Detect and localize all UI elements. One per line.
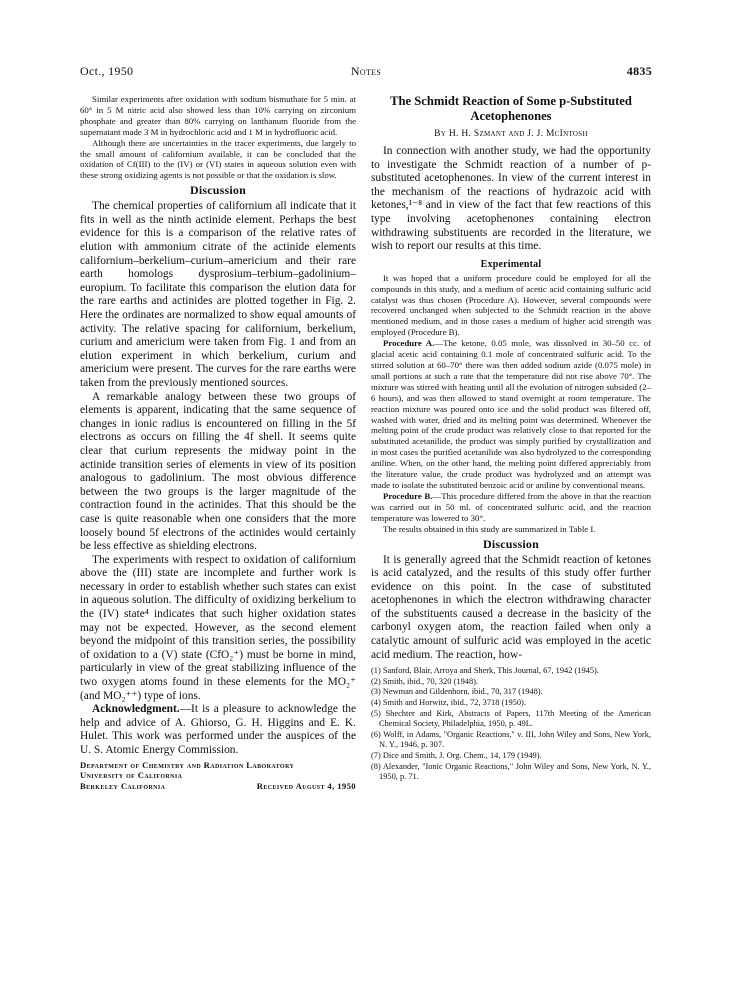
discussion-paragraph-right: It is generally agreed that the Schmidt reaction of ketones is acid catalyzed, and the results of this study offer further evidence on this point. In the case of substituted acetophenones in which the electron withdrawing character of the substituents caused a decrease in the basicity of the carbonyl oxygen atom, the reaction failed when only a catalytic amount of sulfuric acid was employed in the acetic acid medium. The reaction, how- [371,553,651,661]
reference-item: (7) Dice and Smith, J. Org. Chem., 14, 179 (1949). [371,751,542,760]
running-head [80,64,652,82]
references-list [371,666,651,783]
article-intro: In connection with another study, we had the opportunity to investigate the Schmidt reaction of a number of p-substituted acetophenones. In view of the current interest in the mechanism of the reactions of hydrazoic acid with ketones,¹⁻⁸ and in view of the fact that few reactions of this type involving acetophenones containing electron withdrawing substituents are recorded in the literature, we wish to report our results at this time. [371,145,651,253]
acknowledgment-text: —It is a pleasure to acknowledge the help and advice of A. Ghiorso, G. H. Higgins and E. K. Hulet. This work was performed under the auspices of the U. S. Atomic Energy Commission. [80,703,356,756]
discussion-paragraph-3: The experiments with respect to oxidation of californium above the (III) state are incomplete and further work is necessary in order to establish whether such states can exist in aqueous solution. The difficulty of oxidizing berkelium to the (IV) state⁴ indicates that such higher oxidation states may not be expected. However, as the second element beyond the midpoint of this transition series, the possibility of oxidation to a (V) state (CfO₂⁺) must be borne in mind, particularly in view of the great stabilizing influence of the two oxygen atoms found in these elements for the MO₂⁺ (and MO₂⁺⁺) type of ions. [80,553,356,702]
page-number: 4835 [626,64,652,78]
procedure-a-text: —The ketone, 0.05 mole, was dissolved in 30–50 cc. of glacial acetic acid containing 0.1 mole of concentrated sulfuric acid. To the stirred solution at 60–70° there was then added sodium azide (0.075 mole) in small portions at such a rate that the temperature did not rise above 70°. The mixture was stirred with heating until all the evolution of nitrogen subsided (2–6 hours), and was then allowed to stand overnight at room temperature. The reaction mixture was poured onto ice and the solid product was filtered off, washed with water, dried and its melting point was determined. Whenever the melting point of the crude product was relatively close to that reported for the substituted acetanilide, the product was simply purified by crystallization and in most cases the purified acetanilide was also hydrolyzed to the corresponding aniline. When, on the other hand, the melting point differed appreciably from the literature value, the crude product was hydrolyzed and an attempt was made to isolate the substituted benzoic acid or aniline by conventional means. [371,338,651,490]
experimental-heading: Experimental [480,258,542,270]
procedure-a-label: Procedure A. [383,338,435,349]
intro-paragraph-1: Similar experiments after oxidation with sodium bismuthate for 5 min. at 60° in 5 M nitric acid also showed less than 10% carrying on zirconium phosphate and greater than 80% carrying on lanthanum fluoride from the supernatant made 3 M in hydrochloric acid and 1 M in hydrofluoric acid. [80,94,356,137]
article-title: The Schmidt Reaction of Some p-Substituted Acetophenones [390,94,632,123]
results-paragraph: The results obtained in this study are summarized in Table I. [383,523,596,534]
discussion-paragraph-1: The chemical properties of californium all indicate that it fits in well as the ninth actinide element. Perhaps the best evidence for this is a comparison of the relative rates of elution with ammonium citrate of the actinide elements californium–berkelium–curium–americium and their rare earth homologs dysprosium–terbium–gadolinium–europium. To facilitate this comparison the elution data for the rare earths and actinides are plotted together in Fig. 2. Here the ordinates are normalized to show equal amounts of activity. The relative spacing for californium, berkelium, curium and americium were taken from Fig. 1 and from an elution experiment in which berkelium, curium and americium were present. The curves for the rare earths were taken from the previously mentioned sources. [80,200,356,389]
article-byline: By H. H. Szmant and J. J. McIntosh [434,129,588,139]
affiliation-university: University of California [80,770,183,781]
received-date: Received August 4, 1950 [256,781,356,792]
affiliation [80,760,356,792]
reference-item: (2) Smith, ibid., 70, 320 (1948). [371,676,479,686]
procedure-b-label: Procedure B. [383,490,433,501]
procedure-b-text: —This procedure differed from the above in that the reaction was carried out in 50 ml. of concentrated sulfuric acid, and the reaction temperature was lowered to 30°. [371,490,651,523]
intro-paragraph-2: Although there are uncertainties in the tracer experiments, due largely to the small amount of californium available, it can be concluded that the oxidation of Cf(III) to the (IV) or (VI) states in aqueous solution even with these strong oxidizing agents is not possible or that the oxidation is slow. [80,137,356,181]
discussion-paragraph-2: A remarkable analogy between these two groups of elements is apparent, indicating that the same sequence of changes in ionic radius is encountered on filling in the 5f electrons as occurs on filling the 4f shell. It seems quite clear that curium represents the midway point in the actinide transition series of elements in view of its position analogous to gadolinium. The most obvious difference between the two groups is the larger magnitude of the contraction found in the actinides. That this should be the case is quite reasonable when one considers that the more loosely bound 5f electrons of the actinides would certainly be less effective as shielding electrons. [80,390,356,553]
affiliation-city: Berkeley California [80,781,166,792]
acknowledgment-heading: Acknowledgment. [92,703,180,716]
experimental-intro: It was hoped that a uniform procedure could be employed for all the compounds in this study, and a medium of acetic acid containing sulfuric acid catalyst was thus chosen (Procedure A). However, several compounds were recovered unchanged when subjected to the Schmidt reaction in the above mentioned medium, and in those cases a medium of higher acid strength was employed (Procedure B). [371,272,651,338]
procedure-b-paragraph [371,491,651,524]
left-column [80,94,356,792]
reference-item: (3) Newman and Gildenhorn, ibid., 70, 317 (1948). [371,687,543,697]
discussion-heading-right: Discussion [482,536,540,551]
acknowledgment-paragraph [80,703,356,757]
reference-item: (5) Shechter and Kirk, Abstracts of Papers, 117th Meeting of the American Chemical Society, Philadelphia, 1950, p. 49L. [371,708,651,729]
reference-item: (4) Smith and Horwitz, ibid., 72, 3718 (1950). [371,698,526,708]
discussion-heading: Discussion [189,183,247,198]
reference-item: (6) Wolff, in Adams, "Organic Reactions," v. III, John Wiley and Sons, New York, N. Y., 1946, p. 307. [371,729,651,750]
section-name: Notes [350,64,382,78]
affiliation-department: Department of Chemistry and Radiation Laboratory [80,759,295,770]
procedure-a-paragraph [371,338,651,491]
issue-date: Oct., 1950 [80,64,134,78]
reference-item: (8) Alexander, "Ionic Organic Reactions," John Wiley and Sons, New York, N. Y., 1950, p. 71. [371,761,651,782]
right-column [371,94,651,783]
reference-item: (1) Sanford, Blair, Arroya and Sherk, This Journal, 67, 1942 (1945). [371,666,599,676]
affiliation-row [80,781,356,792]
